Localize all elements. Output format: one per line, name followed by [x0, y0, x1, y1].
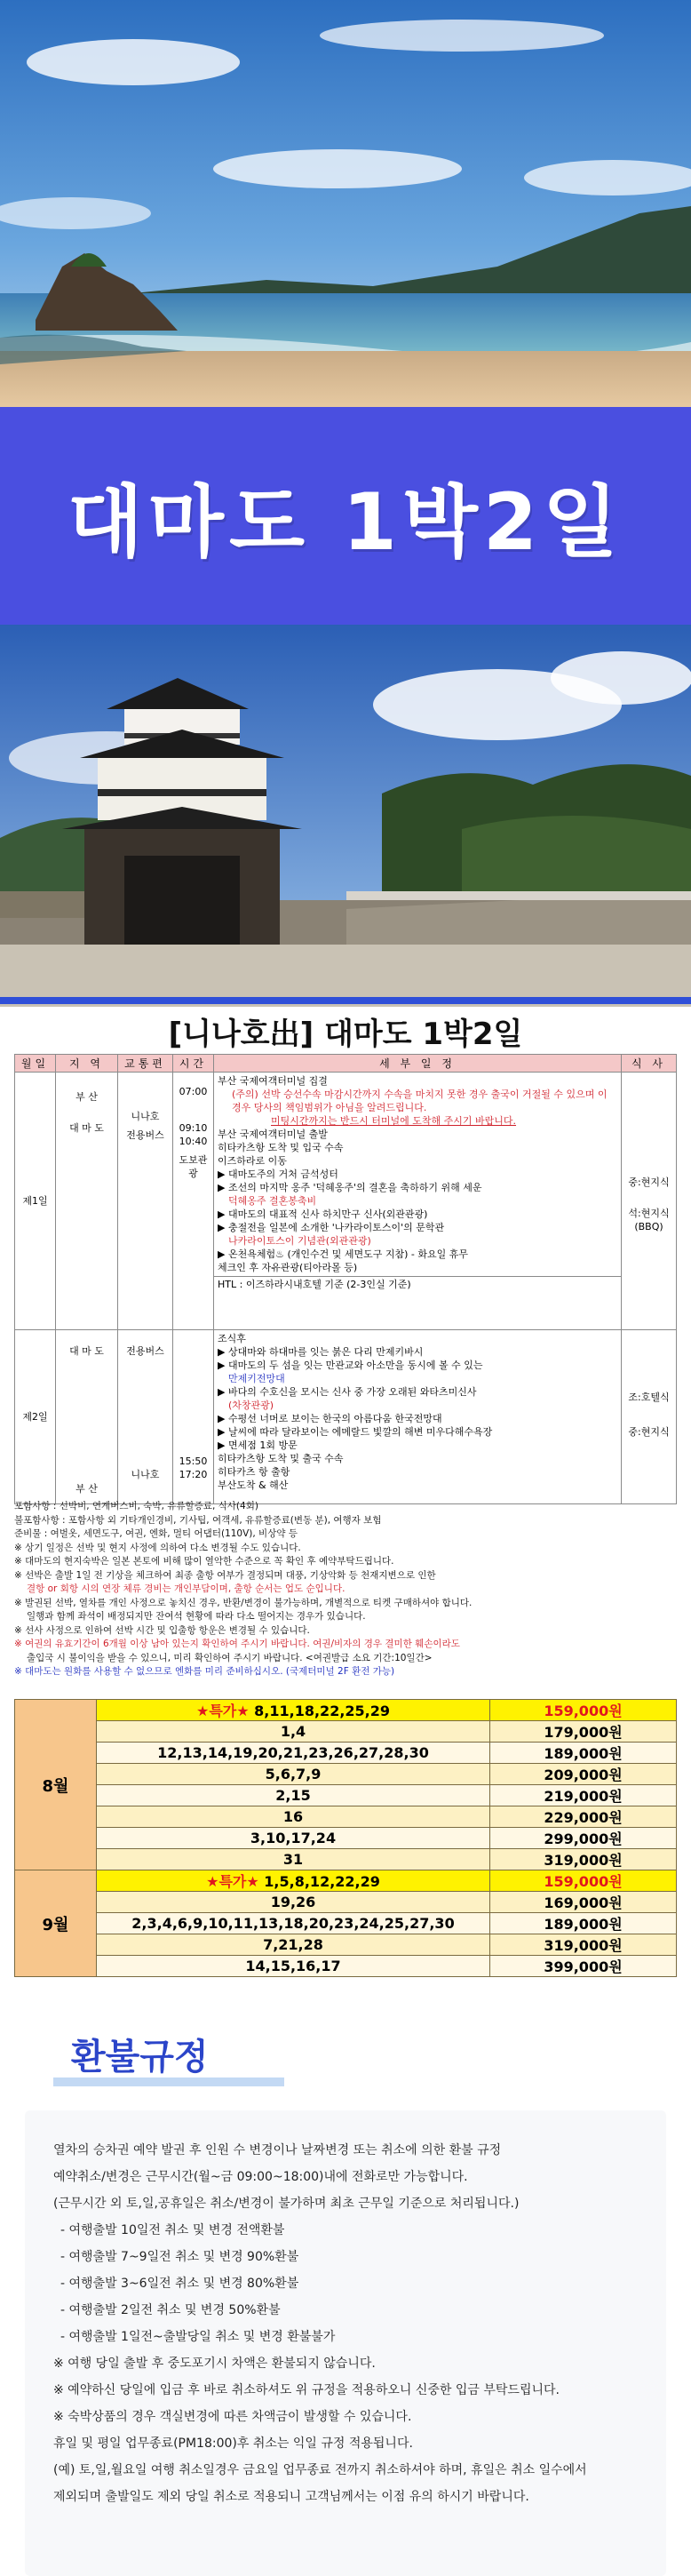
- detail-line: HTL : 이즈하라시내호텔 기준 (2-3인실 기준): [214, 1276, 621, 1291]
- detail-line: ▶ 날씨에 따라 달라보이는 에메랄드 빛깔의 해변 미우다해수욕장: [218, 1426, 493, 1438]
- special-badge: ★특가★: [195, 1703, 250, 1719]
- page-title: 대마도 1박2일: [67, 475, 624, 568]
- day2-regions: [56, 1330, 118, 1504]
- detail-line: 부산 국제여객터미널 집결: [218, 1075, 328, 1087]
- dates-text: 3,10,17,24: [250, 1830, 337, 1846]
- detail-line: ▶ 대마도의 대표적 신사 하치만구 신사(외관관광): [218, 1208, 428, 1220]
- header-region: 지 역: [56, 1055, 118, 1073]
- note-line: ※ 대마도는 원화를 사용할 수 없으므로 엔화를 미리 준비하십시오. (국제터미널 2F 환전 가능): [14, 1666, 395, 1677]
- detail-line: ▶ 바다의 수호신을 모시는 신사 중 가장 오래된 와타츠미신사: [218, 1386, 477, 1398]
- month-label: 8월: [15, 1700, 97, 1870]
- detail-line: 부산 국제여객터미널 출발: [218, 1128, 328, 1140]
- detail-line: 덕혜옹주 결혼봉축비: [228, 1195, 317, 1207]
- price-value: 159,000원: [490, 1870, 677, 1892]
- schedule-title: [니나호出] 대마도 1박2일: [168, 1017, 523, 1052]
- price-value: 299,000원: [490, 1828, 677, 1849]
- price-dates: [97, 1764, 490, 1785]
- note-line: ※ 선사 사정으로 인하여 선박 시간 및 입출항 항운은 변경될 수 있습니다.: [14, 1624, 310, 1636]
- refund-line: ※ 예약하신 당일에 입금 후 바로 취소하셔도 위 규정을 적용하오니 신중한 입금 부탁드립니다.: [53, 2383, 560, 2397]
- day1-details: [214, 1073, 622, 1330]
- hero-beach-image: [0, 0, 691, 407]
- day2-time-1: 15:50: [179, 1455, 208, 1467]
- refund-line: - 여행출발 1일전~출발당일 취소 및 변경 환불불가: [60, 2330, 336, 2344]
- note-line: 불포함사항 : 포함사항 외 기타개인경비, 기사팁, 여객세, 유류할증료(변동 분), 여행자 보험: [14, 1514, 382, 1526]
- price-row: [15, 1828, 677, 1849]
- day1-meals: [622, 1073, 677, 1330]
- detail-line: 만제키전망대: [228, 1373, 285, 1384]
- day1-time-2: 09:10: [179, 1122, 208, 1134]
- day2-transport-2: 니나호: [131, 1469, 160, 1480]
- day1-time-4: 도보관광: [179, 1154, 208, 1179]
- note-line: ※ 발권된 선박, 열차를 개인 사정으로 놓치신 경우, 반환/변경이 불가능하며, 개별적으로 티켓 구매하셔야 합니다.: [14, 1597, 473, 1608]
- castle-gate-image: [0, 625, 691, 1007]
- price-row: [15, 1721, 677, 1743]
- price-row: [15, 1913, 677, 1934]
- header-detail: 세 부 일 정: [214, 1055, 622, 1073]
- divider-line: [0, 997, 691, 1004]
- meal-text: 중:현지식: [628, 1176, 670, 1188]
- note-line: 일행과 함께 좌석이 배정되지만 잔여석 현황에 따라 다소 떨어지는 경우가 있습니다.: [27, 1611, 366, 1622]
- day1-region-1: 부 산: [75, 1091, 98, 1103]
- price-row: [15, 1806, 677, 1828]
- price-dates: [97, 1913, 490, 1934]
- detail-line: 이즈하라로 이동: [218, 1155, 287, 1167]
- dates-text: 19,26: [270, 1894, 316, 1910]
- dates-text: 2,3,4,6,9,10,11,13,18,20,23,24,25,27,30: [131, 1915, 455, 1932]
- day1-label: 제1일: [15, 1073, 56, 1330]
- day2-label: 제2일: [15, 1330, 56, 1504]
- price-value: 399,000원: [490, 1956, 677, 1977]
- detail-line: ▶ 충절전을 일본에 소개한 '나카라이토스이'의 문학관: [218, 1222, 445, 1233]
- day1-regions: [56, 1073, 118, 1330]
- price-value: 209,000원: [490, 1764, 677, 1785]
- refund-line: - 여행출발 7~9일전 취소 및 변경 90%환불: [60, 2250, 299, 2264]
- day1-times: [173, 1073, 214, 1330]
- detail-line: (주의) 선박 승선수속 마감시간까지 수속을 마치지 못한 경우 출국이 거절될 수 있으며 이 경우 당사의 책임범위가 아님을 알려드립니다.: [232, 1089, 608, 1113]
- note-line: 결항 or 회항 시의 연장 체류 경비는 개인부담이며, 출항 순서는 업도 순입니다.: [27, 1583, 346, 1594]
- detail-line: 체크인 후 자유관광(티아라몰 등): [218, 1262, 358, 1273]
- day2-region-1: 대 마 도: [69, 1345, 104, 1357]
- refund-line: 열차의 승차권 예약 발권 후 인원 수 변경이나 날짜변경 또는 취소에 의한 환불 규정: [53, 2143, 502, 2157]
- refund-policy-box: [25, 2110, 666, 2576]
- dates-text: 16: [282, 1808, 304, 1825]
- price-dates: [97, 1934, 490, 1956]
- dates-text: 14,15,16,17: [245, 1958, 341, 1974]
- meal-text: 조:호텔식: [628, 1392, 670, 1403]
- title-banner: [0, 407, 691, 625]
- detail-line: ▶ 대마도주의 거처 금석성터: [218, 1168, 338, 1180]
- note-line: ※ 상기 일정은 선박 및 현지 사정에 의하여 다소 변경될 수도 있습니다.: [14, 1542, 301, 1553]
- detail-line: 나카라이토스이 기념관(외관관광): [228, 1235, 371, 1247]
- refund-line: (근무시간 외 토,일,공휴일은 취소/변경이 불가하며 최초 근무일 기준으로 처리됩니다.): [53, 2197, 520, 2211]
- price-dates: [97, 1849, 490, 1870]
- day1-time-3: 10:40: [179, 1136, 208, 1147]
- price-dates: [97, 1743, 490, 1764]
- detail-line: 미팅시간까지는 반드시 터미널에 도착해 주시기 바랍니다.: [271, 1115, 517, 1127]
- price-row: [15, 1956, 677, 1977]
- note-line: 준비물 : 여벌옷, 세면도구, 여권, 엔화, 멀티 어댑터(110V), 비상약 등: [14, 1528, 298, 1539]
- note-line: ※ 여권의 유효기간이 6개월 이상 남아 있는지 확인하여 주시기 바랍니다. 여권/비자의 경우 결미한 훼손이라도: [14, 1639, 460, 1649]
- day1-time-1: 07:00: [179, 1086, 208, 1097]
- price-value: 319,000원: [490, 1849, 677, 1870]
- note-line: ※ 대마도의 현지숙박은 일본 본토에 비해 많이 열악한 수준으로 꼭 확인 후 예약부탁드립니다.: [14, 1556, 394, 1567]
- note-line: ※ 선박은 출발 1일 전 기상을 체크하여 최종 출항 여부가 결정되며 대풍, 기상악화 등 천재지변으로 인한: [14, 1569, 436, 1581]
- meal-text: 석:현지식: [628, 1208, 670, 1219]
- price-dates: [97, 1892, 490, 1913]
- day2-time-2: 17:20: [179, 1469, 208, 1480]
- detail-line: (차창관광): [228, 1400, 274, 1411]
- note-line: 출입국 시 불이익을 받을 수 있으니, 미리 확인하여 주시기 바랍니다. <여권발급 소요 기간:10일간>: [27, 1652, 433, 1663]
- dates-text: 12,13,14,19,20,21,23,26,27,28,30: [157, 1744, 429, 1761]
- price-row: [15, 1892, 677, 1913]
- day2-transport-1: 전용버스: [126, 1345, 164, 1357]
- dates-text: 8,11,18,22,25,29: [254, 1703, 391, 1719]
- price-table: [14, 1699, 677, 1977]
- refund-line: ※ 숙박상품의 경우 객실변경에 따른 차액금이 발생할 수 있습니다.: [53, 2410, 412, 2424]
- detail-line: 히타카츠 항 출항: [218, 1466, 290, 1478]
- price-value: 189,000원: [490, 1743, 677, 1764]
- table-header: [15, 1055, 677, 1073]
- detail-line: ▶ 조선의 마지막 옹주 '덕혜옹주'의 결혼을 축하하기 위해 세운: [218, 1182, 482, 1193]
- price-value: 229,000원: [490, 1806, 677, 1828]
- detail-line: ▶ 대마도의 두 섬을 잇는 만관교와 아소만을 동시에 볼 수 있는: [218, 1360, 483, 1371]
- header-meal: 식 사: [622, 1055, 677, 1073]
- detail-line: ▶ 수평선 너머로 보이는 한국의 아름다움 한국전망대: [218, 1413, 442, 1424]
- day1-transport-2: 전용버스: [126, 1129, 164, 1141]
- detail-line: 부산도착 & 해산: [218, 1479, 289, 1491]
- refund-line: (예) 토,일,월요일 여행 취소일경우 금요일 업무종료 전까지 취소하셔야 하며, 휴일은 취소 일수에서: [53, 2463, 587, 2477]
- header-time: 시간: [173, 1055, 214, 1073]
- price-dates: [97, 1721, 490, 1743]
- price-value: 159,000원: [490, 1700, 677, 1721]
- detail-line: 히타카츠항 도착 및 출국 수속: [218, 1453, 344, 1464]
- refund-line: 예약취소/변경은 근무시간(월~금 09:00~18:00)내에 전화로만 가능합니다.: [53, 2170, 468, 2184]
- price-dates: [97, 1956, 490, 1977]
- detail-line: ▶ 면세점 1회 방문: [218, 1440, 298, 1451]
- meal-text: (BBQ): [634, 1221, 663, 1232]
- dates-text: 31: [282, 1851, 304, 1868]
- refund-line: - 여행출발 3~6일전 취소 및 변경 80%환불: [60, 2277, 299, 2291]
- day2-times: [173, 1330, 214, 1504]
- price-row: [15, 1764, 677, 1785]
- price-row: [15, 1870, 677, 1892]
- price-row: [15, 1934, 677, 1956]
- detail-line: 히타카츠항 도착 및 입국 수속: [218, 1142, 344, 1153]
- price-row: [15, 1743, 677, 1764]
- day2-region-2: 부 산: [75, 1483, 98, 1495]
- day2-details: [214, 1330, 622, 1504]
- detail-line: ▶ 상대마와 하대마를 잇는 붉은 다리 만제키바시: [218, 1346, 424, 1358]
- refund-title: 환불규정: [71, 2037, 209, 2078]
- meal-text: 중:현지식: [628, 1426, 670, 1438]
- price-dates: [97, 1700, 490, 1721]
- refund-line: 휴일 및 평일 업무종료(PM18:00)후 취소는 익일 규정 적용됩니다.: [53, 2436, 413, 2451]
- price-value: 189,000원: [490, 1913, 677, 1934]
- month-label: 9월: [15, 1870, 97, 1977]
- price-dates: [97, 1870, 490, 1892]
- price-dates: [97, 1828, 490, 1849]
- price-value: 319,000원: [490, 1934, 677, 1956]
- day1-transport: [118, 1073, 173, 1330]
- price-row: [15, 1849, 677, 1870]
- dates-text: 2,15: [275, 1787, 311, 1804]
- price-row: [15, 1700, 677, 1721]
- day2-meals: [622, 1330, 677, 1504]
- special-badge: ★특가★: [206, 1873, 259, 1890]
- dates-text: 1,5,8,12,22,29: [264, 1873, 380, 1890]
- refund-line: - 여행출발 10일전 취소 및 변경 전액환불: [60, 2223, 285, 2237]
- price-value: 169,000원: [490, 1892, 677, 1913]
- detail-line: ▶ 온천욕체험♨ (개인수건 및 세면도구 지참) - 화요일 휴무: [218, 1248, 468, 1260]
- refund-line: ※ 여행 당일 출발 후 중도포기시 차액은 환불되지 않습니다.: [53, 2357, 376, 2371]
- price-value: 219,000원: [490, 1785, 677, 1806]
- table-row: [15, 1330, 677, 1504]
- day2-transport: [118, 1330, 173, 1504]
- table-row: [15, 1073, 677, 1330]
- price-row: [15, 1785, 677, 1806]
- refund-line: - 여행출발 2일전 취소 및 변경 50%환불: [60, 2303, 281, 2317]
- dates-text: 7,21,28: [263, 1936, 323, 1953]
- day1-transport-1: 니나호: [131, 1111, 160, 1122]
- dates-text: 5,6,7,9: [265, 1766, 322, 1782]
- note-line: 포함사항 : 선박비, 연계버스비, 숙박, 유류할증료, 식사(4회): [14, 1501, 258, 1511]
- notes-section: [14, 1500, 677, 1679]
- schedule-table: [14, 1054, 677, 1504]
- dates-text: 1,4: [280, 1723, 306, 1740]
- day1-region-2: 대 마 도: [69, 1122, 104, 1134]
- header-date: 월일: [15, 1055, 56, 1073]
- price-dates: [97, 1806, 490, 1828]
- detail-line: 조식후: [218, 1333, 246, 1344]
- price-dates: [97, 1785, 490, 1806]
- refund-line: 제외되며 출발일도 제외 당일 취소로 적용되니 고객님께서는 이점 유의 하시기 바랍니다.: [53, 2490, 529, 2504]
- header-transport: 교통편: [118, 1055, 173, 1073]
- price-value: 179,000원: [490, 1721, 677, 1743]
